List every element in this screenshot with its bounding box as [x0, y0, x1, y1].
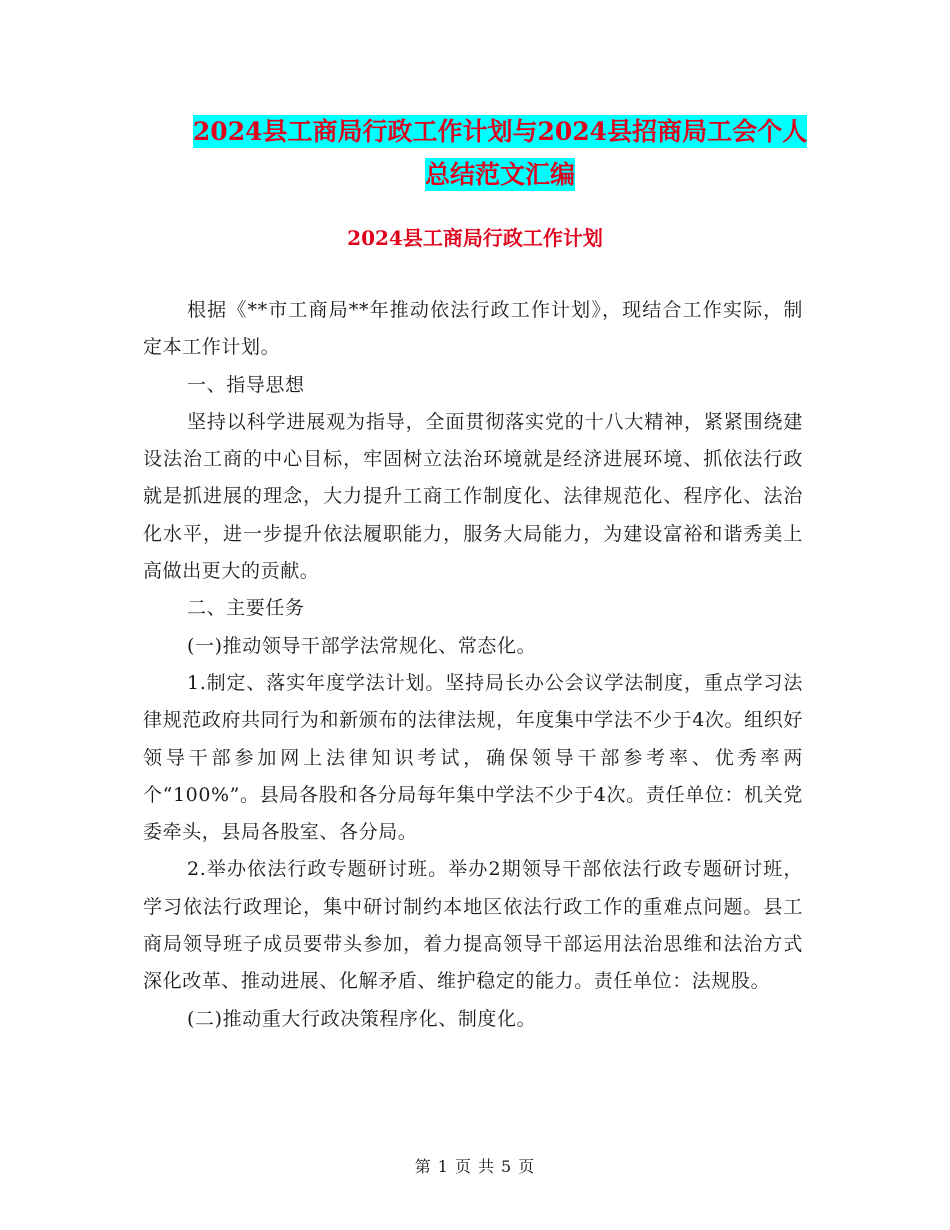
paragraph-intro: 根据《**市工商局**年推动依法行政工作计划》，现结合工作实际，制定本工作计划。 — [143, 299, 803, 359]
heading-guiding-ideology: 一、指导思想 — [187, 373, 305, 396]
paragraph-guiding-ideology: 坚持以科学进展观为指导，全面贯彻落实党的十八大精神，紧紧围绕建设法治工商的中心目标，牢固树立法治环境就是经济进展环境、抓依法行政就是抓进展的理念，大力提升工商工作制度化、法律规范化、程序化、法治化水平，进一步提升依法履职能力，服务大局能力，为建设富裕和谐秀美上高做出更大的贡献。 — [143, 410, 803, 583]
footer-prefix: 第 — [414, 1157, 432, 1176]
footer-page-number: 1 — [437, 1157, 449, 1176]
title-highlight-1: 2024县工商局行政工作计划与2024县招商局工会个人 — [192, 117, 808, 146]
heading-main-tasks: 二、主要任务 — [187, 597, 305, 620]
title-highlight-2: 总结范文汇编 — [424, 160, 575, 189]
section-title: 2024县工商局行政工作计划 — [347, 226, 603, 250]
document-title-line-2 — [120, 153, 880, 197]
footer-total-prefix: 共 — [478, 1157, 496, 1176]
subheading-task-2: (二)推动重大行政决策程序化、制度化。 — [187, 1007, 537, 1030]
paragraph-task-1-1: 1.制定、落实年度学法计划。坚持局长办公会议学法制度，重点学习法律规范政府共同行为和新颁布的法律法规，年度集中学法不少于4次。组织好领导干部参加网上法律知识考试，确保领导干部参考率、优秀率两个“100%”。县局各股和各分局每年集中学法不少于4次。责任单位：机关党委牵头，县局各股室、各分局。 — [143, 671, 803, 844]
footer-page-unit: 页 — [454, 1157, 472, 1176]
paragraph-task-1-2: 2.举办依法行政专题研讨班。举办2期领导干部依法行政专题研讨班，学习依法行政理论，集中研讨制约本地区依法行政工作的重难点问题。县工商局领导班子成员要带头参加，着力提高领导干部运用法治思维和法治方式深化改革、推动进展、化解矛盾、维护稳定的能力。责任单位：法规股。 — [143, 858, 803, 993]
document-title-line-1 — [120, 110, 880, 154]
subheading-task-1: (一)推动领导干部学法常规化、常态化。 — [187, 634, 537, 657]
footer-total-unit: 页 — [518, 1157, 536, 1176]
document-body — [143, 292, 803, 1038]
page-footer — [0, 1154, 950, 1177]
footer-total-pages: 5 — [501, 1157, 513, 1176]
